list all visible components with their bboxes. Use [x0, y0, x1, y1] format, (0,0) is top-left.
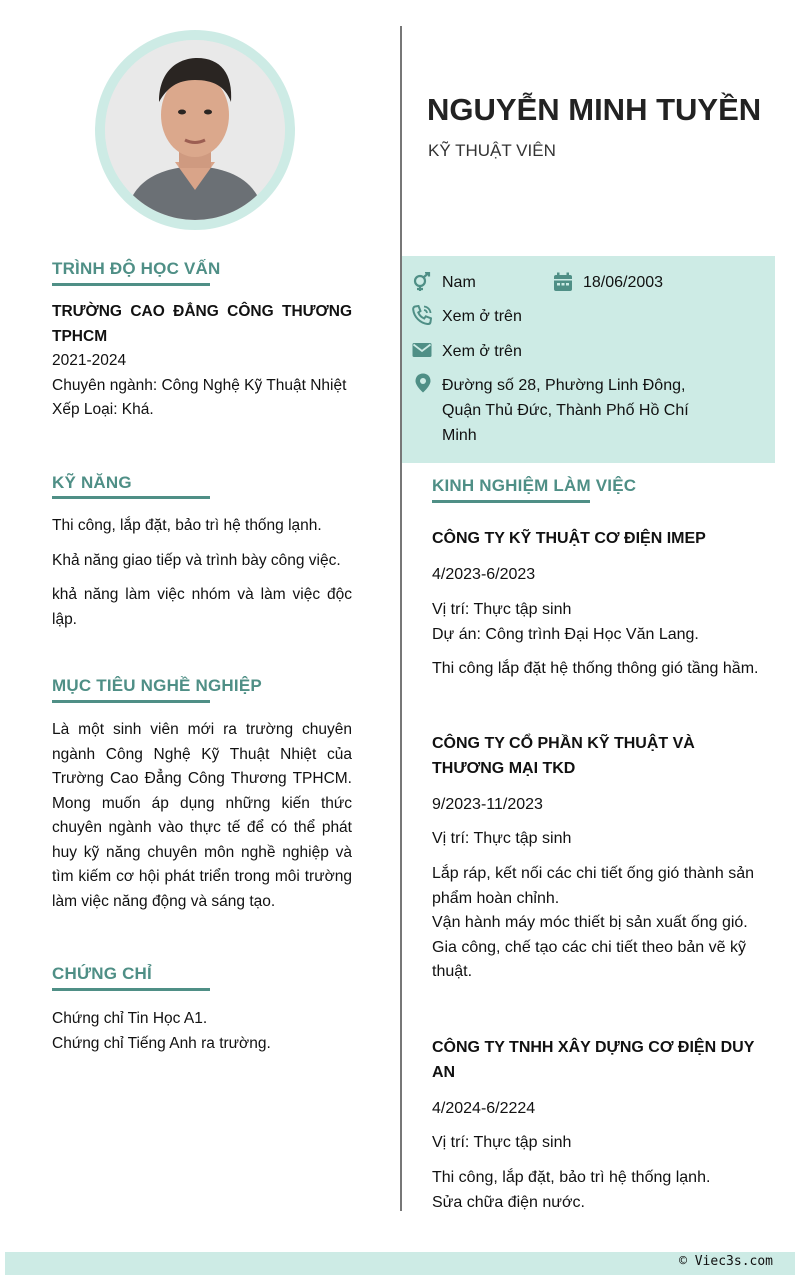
skills-title: KỸ NĂNG [52, 473, 132, 492]
education-title: TRÌNH ĐỘ HỌC VẤN [52, 259, 221, 278]
job-position-text: Vị trí: Thực tập sinh [432, 601, 572, 618]
skill-item: Thi công, lắp đặt, bảo trì hệ thống lạnh. [52, 517, 322, 534]
email-icon [412, 340, 432, 360]
experience-title: KINH NGHIỆM LÀM VIỆC [432, 476, 637, 495]
job-desc-line: Gia công, chế tạo các chi tiết theo bản vẽ kỹ thuật. [432, 938, 746, 980]
dob-value: 18/06/2003 [583, 274, 664, 291]
certificates-underline [52, 988, 210, 991]
job-description [432, 1166, 762, 1215]
job-desc-line: Vận hành máy móc thiết bị sản xuất ống gió. [432, 914, 748, 931]
objective-title: MỤC TIÊU NGHỀ NGHIỆP [52, 676, 262, 695]
job-company: CÔNG TY KỸ THUẬT CƠ ĐIỆN IMEP [432, 530, 706, 547]
skills-underline [52, 496, 210, 499]
job-desc-line: Sửa chữa điện nước. [432, 1193, 585, 1211]
profile-photo [105, 40, 285, 220]
job-desc-line: Thi công, lắp đặt, bảo trì hệ thống lạnh. [432, 1169, 711, 1186]
job-period: 9/2023-11/2023 [432, 796, 543, 813]
job-position: Vị trí: Thực tập sinh [432, 1134, 572, 1151]
job-position [432, 598, 762, 647]
education-section [52, 300, 352, 423]
education-school: TRƯỜNG CAO ĐẲNG CÔNG THƯƠNG TPHCM [52, 303, 352, 345]
job-description: Thi công lắp đặt hệ thống thông gió tầng hầm. [432, 660, 759, 677]
candidate-role: KỸ THUẬT VIÊN [428, 141, 556, 160]
avatar-ring [95, 30, 295, 230]
education-underline [52, 283, 210, 286]
job-period: 4/2023-6/2023 [432, 566, 536, 583]
job-company: CÔNG TY CỔ PHẦN KỸ THUẬT VÀ THƯƠNG MẠI TKD [432, 735, 695, 777]
skill-item: khả năng làm việc nhóm và làm việc độc lập. [52, 586, 352, 628]
footer-bar [5, 1252, 795, 1275]
education-grade: Xếp Loại: Khá. [52, 401, 154, 418]
skills-list [52, 514, 352, 642]
phone-icon [412, 305, 432, 325]
objective-text: Là một sinh viên mới ra trường chuyên ngành Công Nghệ Kỹ Thuật Nhiệt của Trường Cao Đẳng Công Thương TPHCM. Mong muốn áp dụng những kiến thức chuyên ngành vào thực tế để có thể phát huy kỹ năng chuyên môn nghề nghiệp và tìm kiếm cơ hội phát triển trong môi trường làm việc năng động và sáng tạo. [52, 721, 352, 910]
phone-value: Xem ở trên [442, 308, 522, 325]
certificates-title: CHỨNG CHỈ [52, 964, 152, 983]
gender-icon [412, 272, 432, 292]
calendar-icon [553, 272, 573, 292]
footer-brand: © Viec3s.com [679, 1254, 773, 1269]
column-divider [400, 26, 402, 1211]
location-icon [413, 373, 433, 393]
job-position: Vị trí: Thực tập sinh [432, 830, 572, 847]
email-value: Xem ở trên [442, 343, 522, 360]
job-desc-line: Lắp ráp, kết nối các chi tiết ống gió thành sản phẩm hoàn chỉnh. [432, 865, 754, 907]
job-company: CÔNG TY TNHH XÂY DỰNG CƠ ĐIỆN DUY AN [432, 1039, 755, 1081]
candidate-name: NGUYỄN MINH TUYỀN [427, 92, 762, 127]
education-years: 2021-2024 [52, 352, 127, 369]
certificates-list [52, 1007, 352, 1056]
address-value: Đường số 28, Phường Linh Đông, Quận Thủ Đức, Thành Phố Hồ Chí Minh [442, 377, 689, 444]
certificate-item: Chứng chỉ Tiếng Anh ra trường. [52, 1034, 271, 1052]
job-description [432, 862, 762, 985]
gender-value: Nam [442, 274, 476, 291]
certificate-item: Chứng chỉ Tin Học A1. [52, 1010, 208, 1027]
job-period: 4/2024-6/2224 [432, 1100, 536, 1117]
job-project-text: Dự án: Công trình Đại Học Văn Lang. [432, 625, 699, 643]
education-major: Chuyên ngành: Công Nghệ Kỹ Thuật Nhiệt [52, 376, 347, 394]
experience-underline [432, 500, 590, 503]
skill-item: Khả năng giao tiếp và trình bày công việc. [52, 551, 341, 569]
objective-underline [52, 700, 210, 703]
avatar [105, 40, 285, 220]
